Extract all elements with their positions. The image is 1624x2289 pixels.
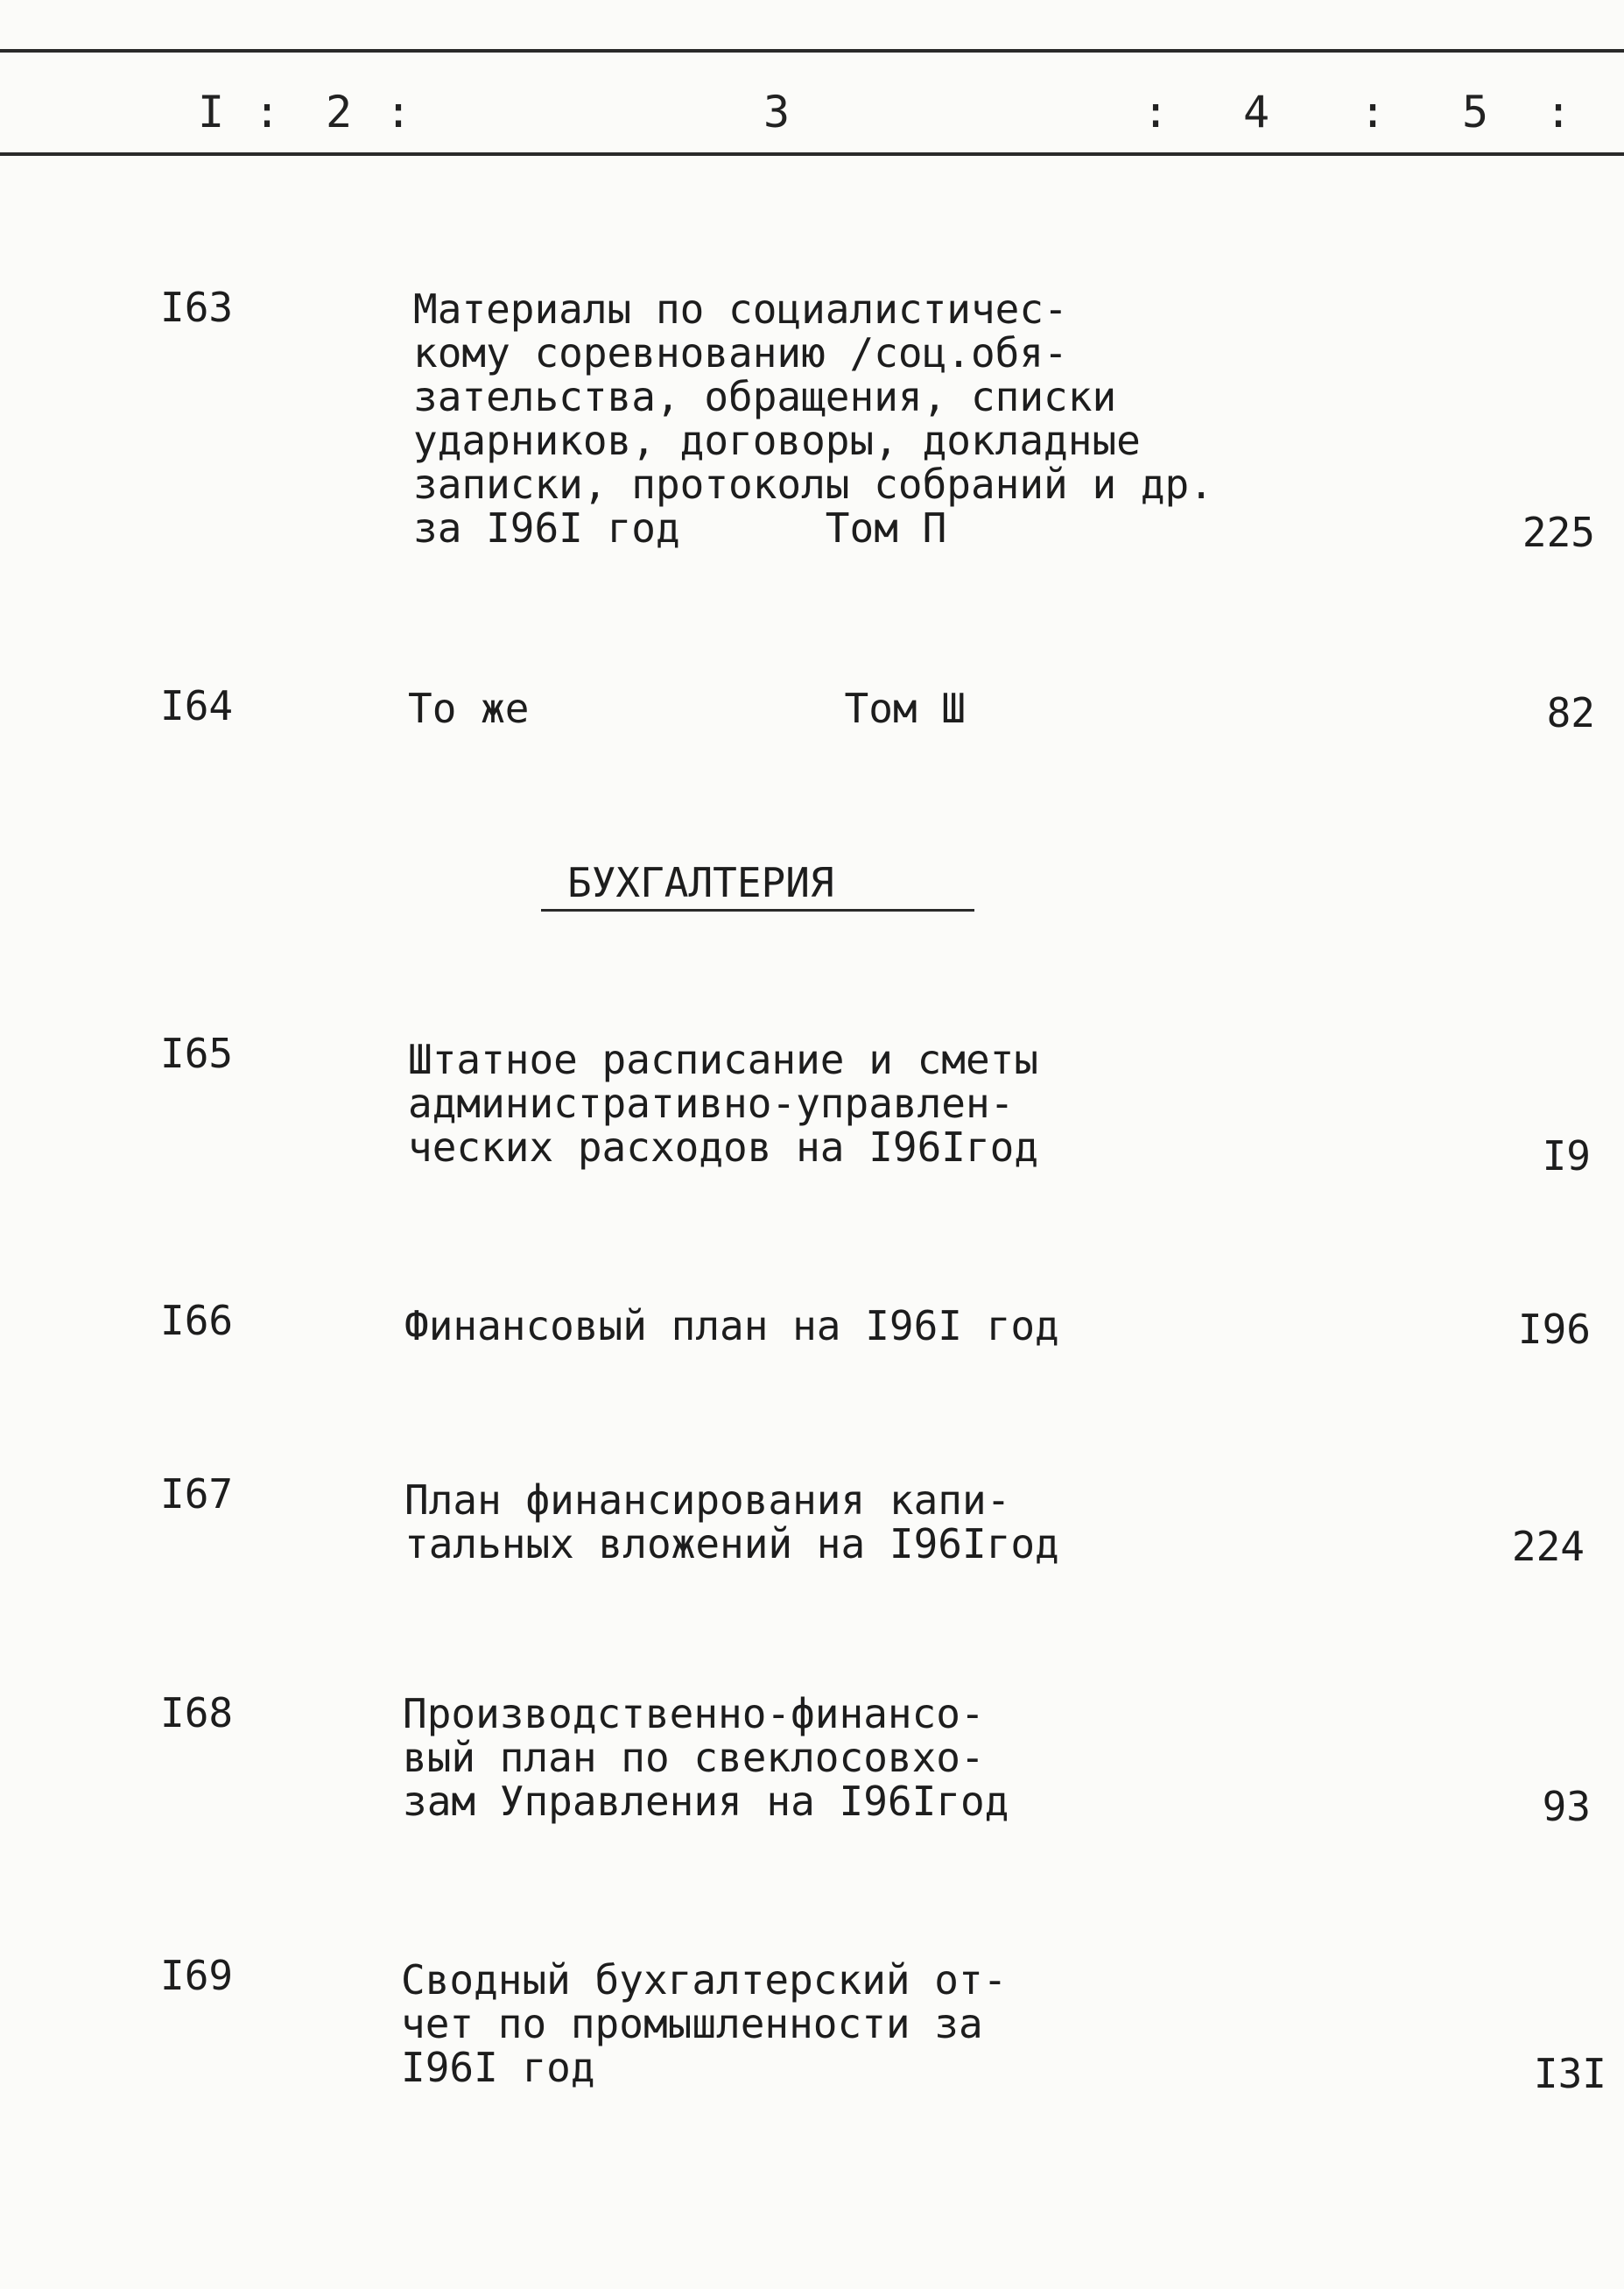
header-top-rule [0,49,1624,53]
title-line: тальных вложений на I96Iгод [404,1520,1059,1567]
file-number: I66 [160,1297,234,1344]
title-line: ударников, договоры, докладные [413,417,1141,464]
sheet-count: I3I [1533,2050,1606,2097]
title-line: записки, протоколы собраний и др. [413,461,1213,508]
file-number: I68 [160,1689,234,1736]
title-line: ческих расходов на I96Iгод [408,1123,1039,1171]
header-bottom-rule [0,152,1624,156]
title-line: План финансирования капи- [404,1476,1011,1524]
header-sep-4: : [1360,87,1387,137]
file-number: I67 [160,1470,234,1518]
file-number: I63 [160,284,234,331]
header-sep-1: : [254,87,281,137]
title-line: чет по промышленности за [401,2000,983,2047]
sheet-count: 93 [1542,1783,1591,1830]
title-line: кому соревнованию /соц.обя- [413,329,1068,377]
file-number: I64 [160,682,234,729]
header-sep-2: : [385,87,412,137]
title-line: Материалы по социалистичес- [413,285,1068,333]
header-col-2: 2 [326,87,353,137]
section-title-underline [541,909,974,912]
header-col-3: 3 [763,87,791,137]
title-line: за I96I год Том П [413,504,947,552]
header-col-4: 4 [1243,87,1270,137]
file-number: I65 [160,1030,234,1077]
title-line: зам Управления на I96Iгод [403,1778,1009,1825]
header-col-1: I [198,87,225,137]
title-line: административно-управлен- [408,1080,1015,1127]
title-line: Сводный бухгалтерский от- [401,1956,1008,2004]
title-line: То же Том Ш [408,685,966,732]
header-sep-3: : [1142,87,1170,137]
sheet-count: 82 [1546,689,1595,736]
sheet-count: I9 [1542,1132,1591,1180]
header-sep-5: : [1545,87,1572,137]
title-line: вый план по свеклосовхо- [403,1734,985,1781]
title-line: I96I год [401,2044,595,2091]
title-line: зательства, обращения, списки [413,373,1117,420]
title-line: Производственно-финансо- [403,1690,985,1737]
sheet-count: I96 [1517,1306,1591,1353]
section-title-accounting: БУХГАЛТЕРИЯ [567,859,834,906]
header-col-5: 5 [1462,87,1489,137]
file-number: I69 [160,1952,234,1999]
sheet-count: 224 [1511,1523,1585,1570]
sheet-count: 225 [1522,509,1595,556]
title-line: Финансовый план на I96I год [404,1302,1059,1349]
title-line: Штатное расписание и сметы [408,1036,1039,1083]
